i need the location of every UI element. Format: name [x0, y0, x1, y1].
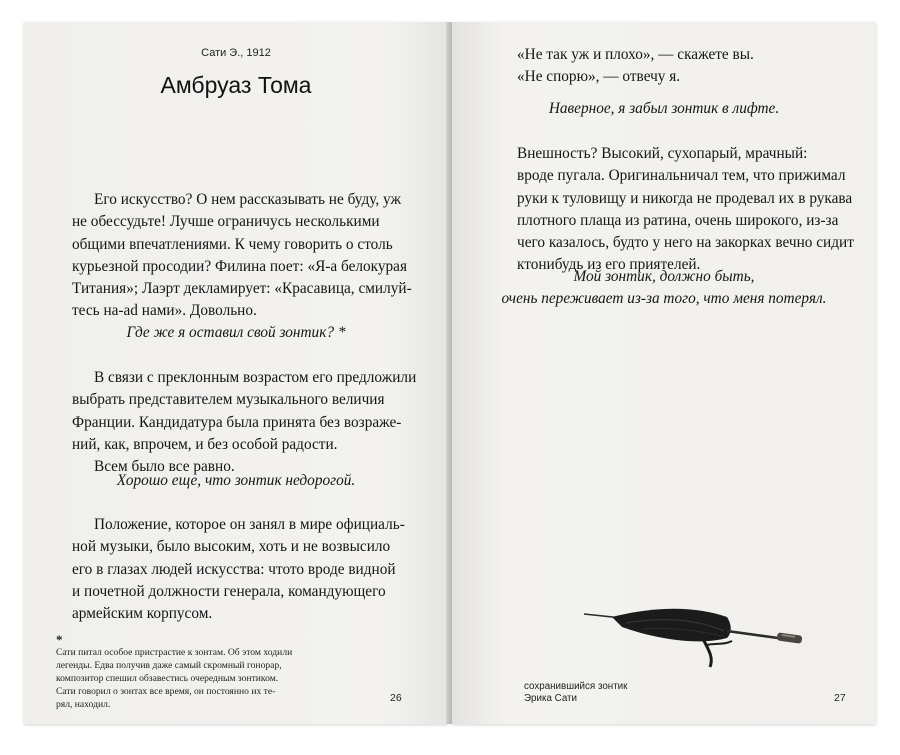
footnote-line: Сати говорил о зонтах все время, он постоянно их те-: [56, 686, 276, 697]
italic-aside: Мой зонтик, должно быть,: [573, 268, 755, 285]
running-head: Сати Э., 1912: [201, 47, 271, 59]
footnote-line: композитор спешил обзавестись очередным зонтиком.: [56, 673, 279, 684]
text-line: и почетной должности генерала, командующего: [72, 582, 386, 600]
text-line: Титания»; Лаэрт декламирует: «Красавица, смилуй-: [72, 280, 412, 298]
paragraph-2: [72, 367, 416, 478]
text-line: ний, как, впрочем, и без особой радости.: [72, 435, 338, 453]
text-line: выбрать представителем музыкального величия: [72, 391, 385, 409]
text-line: армейским корпусом.: [72, 605, 213, 623]
aside-1: [452, 98, 876, 120]
text-line: общими впечатлениями. К чему говорить о столь: [72, 235, 393, 253]
italic-aside: очень переживает из-за того, что меня потерял.: [501, 290, 827, 308]
footnote-line: Сати питал особое пристрастие к зонтам. Об этом ходили: [56, 647, 293, 658]
text-line: ной музыки, было высоким, хоть и не возвысило: [72, 538, 391, 556]
text-line: чего казалось, будто у него на закорках вечно сидит: [517, 234, 854, 252]
aside-1: [24, 322, 448, 344]
text-line: вроде пугала. Оригинальничал тем, что прижимал: [517, 167, 846, 185]
text-line: Всем было все равно.: [94, 458, 235, 476]
photo-caption: [524, 681, 627, 705]
text-line: руки к туловищу и никогда не продевал их в рукава: [517, 189, 853, 207]
footnote-marker: *: [56, 632, 63, 647]
italic-aside: Наверное, я забыл зонтик в лифте.: [548, 100, 780, 117]
caption-line: сохранившийся зонтик: [524, 681, 628, 692]
caption-line: Эрика Сати: [524, 693, 578, 704]
aside-2: [452, 266, 876, 311]
text-line: В связи с преклонным возрастом его предложили: [94, 369, 417, 386]
dialog: [517, 44, 754, 89]
footnote-line: легенды. Едва получив даже самый скромный гонорар,: [56, 660, 282, 671]
text-line: не обессудьте! Лучше ограничусь несколькими: [72, 213, 380, 231]
italic-aside: Хорошо еще, что зонтик недорогой.: [116, 472, 356, 489]
italic-aside: Где же я оставил свой зонтик? *: [126, 324, 346, 341]
page-number: 27: [834, 692, 846, 704]
text-line: курьезной просодии? Филина поет: «Я-а белокурая: [72, 257, 407, 275]
text-line: тесь на-ad нами». Довольно.: [72, 302, 257, 320]
left-page: [24, 22, 448, 724]
footnote-line: рял, находил.: [56, 699, 111, 710]
paragraph-1: [72, 189, 412, 323]
aside-2: [24, 470, 448, 492]
text-line: Его искусство? О нем рассказывать не буду, уж: [94, 191, 402, 208]
page-number: 26: [390, 692, 402, 704]
text-line: Франции. Кандидатура была принята без возраже-: [72, 413, 402, 431]
text-line: Положение, которое он занял в мире официаль-: [94, 516, 405, 533]
text-line: ктонибудь из его приятелей.: [517, 256, 701, 274]
text-line: его в глазах людей искусства: чтото вроде видной: [72, 560, 396, 578]
text-line: «Не так уж и плохо», — скажете вы.: [517, 46, 754, 63]
chapter-title: Амбруаз Тома: [160, 72, 312, 98]
right-page: [452, 22, 876, 724]
book-spread: [24, 22, 876, 724]
umbrella-icon: [582, 605, 807, 675]
footnote: [56, 634, 416, 711]
paragraph-1: [517, 143, 854, 277]
text-line: плотного плаща из ратина, очень широкого, из-за: [517, 211, 839, 229]
paragraph-4: [72, 514, 405, 625]
text-line: «Не спорю», — отвечу я.: [517, 68, 681, 86]
text-line: Внешность? Высокий, сухопарый, мрачный:: [517, 145, 808, 162]
